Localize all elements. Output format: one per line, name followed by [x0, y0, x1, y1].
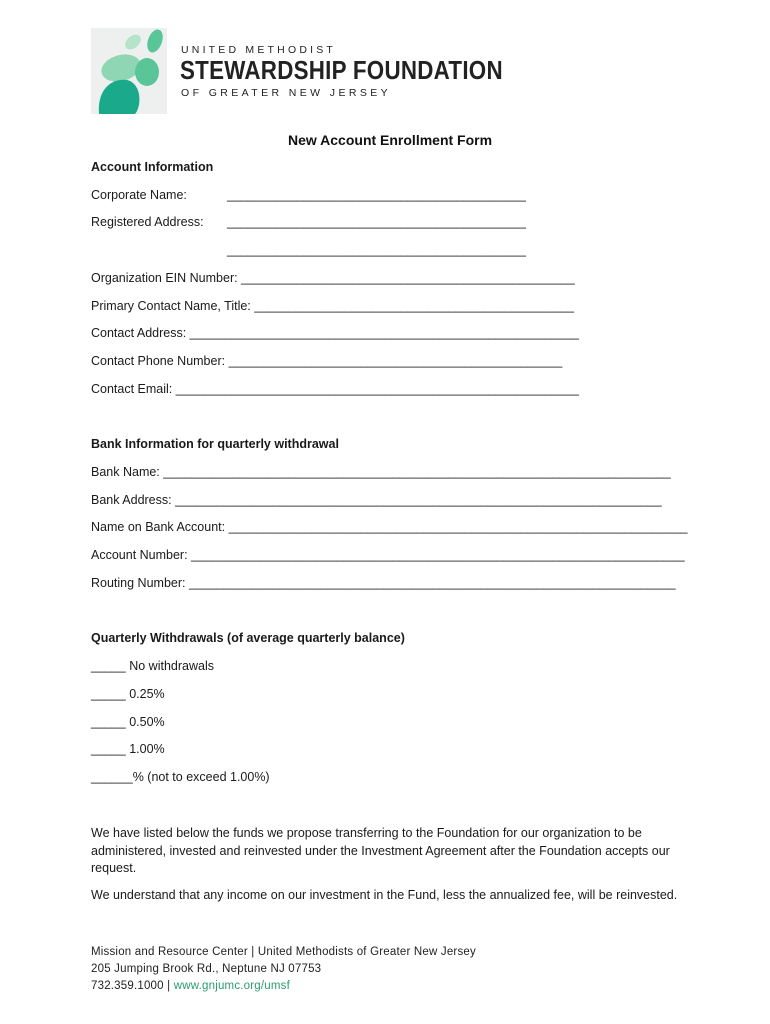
bank-name-field[interactable]: Bank Name: _________________________________________________________________________: [91, 465, 671, 479]
ein-field[interactable]: Organization EIN Number: ________________________________________________: [91, 271, 575, 285]
registered-address-field[interactable]: ___________________________________________: [227, 215, 526, 229]
contact-email-field[interactable]: Contact Email: __________________________________________________________: [91, 382, 579, 396]
registered-address-label: Registered Address:: [91, 215, 204, 229]
routing-number-field[interactable]: Routing Number: ______________________________________________________________________: [91, 576, 676, 590]
withdrawal-option-100[interactable]: _____ 1.00%: [91, 742, 165, 756]
withdrawal-option-custom[interactable]: ______% (not to exceed 1.00%): [91, 770, 270, 784]
footer-phone: 732.359.1000 |: [91, 980, 174, 992]
withdrawal-option-025[interactable]: _____ 0.25%: [91, 687, 165, 701]
form-title: New Account Enrollment Form: [288, 132, 493, 148]
footer-contact: [91, 980, 290, 992]
contact-address-field[interactable]: Contact Address: ________________________________________________________: [91, 326, 579, 340]
bank-address-field[interactable]: Bank Address: ______________________________________________________________________: [91, 493, 662, 507]
org-name-line1: UNITED METHODIST: [181, 44, 337, 56]
leaf-logo-icon: [91, 28, 167, 114]
footer-website-link[interactable]: www.gnjumc.org/umsf: [173, 980, 291, 992]
name-on-account-field[interactable]: Name on Bank Account: __________________________________________________________________: [91, 520, 688, 534]
withdrawals-heading: Quarterly Withdrawals (of average quarterly balance): [91, 631, 405, 645]
withdrawal-option-none[interactable]: _____ No withdrawals: [91, 659, 214, 673]
primary-contact-field[interactable]: Primary Contact Name, Title: ______________________________________________: [91, 299, 575, 313]
funds-transfer-paragraph: We have listed below the funds we propose transferring to the Foundation for our organization to be administered, invested and reinvested under the Investment Agreement after the Foundation accepts our request.: [91, 826, 670, 875]
bank-info-heading: Bank Information for quarterly withdrawal: [91, 437, 339, 451]
account-number-field[interactable]: Account Number: _______________________________________________________________________: [91, 548, 685, 562]
corporate-name-label: Corporate Name:: [91, 188, 187, 202]
org-name-line3: OF GREATER NEW JERSEY: [181, 87, 392, 99]
registered-address-field-2[interactable]: ___________________________________________: [227, 243, 526, 257]
withdrawal-option-050[interactable]: _____ 0.50%: [91, 715, 165, 729]
foundation-logo: [91, 28, 167, 114]
corporate-name-field[interactable]: ___________________________________________: [227, 188, 526, 202]
income-reinvest-paragraph: We understand that any income on our investment in the Fund, less the annualized fee, will be reinvested.: [91, 888, 678, 902]
account-info-heading: Account Information: [91, 160, 214, 174]
contact-phone-field[interactable]: Contact Phone Number: ________________________________________________: [91, 354, 563, 368]
footer-center-name: Mission and Resource Center | United Methodists of Greater New Jersey: [91, 946, 476, 958]
footer-address: 205 Jumping Brook Rd., Neptune NJ 07753: [91, 963, 322, 975]
org-name-line2: STEWARDSHIP FOUNDATION: [180, 55, 503, 85]
